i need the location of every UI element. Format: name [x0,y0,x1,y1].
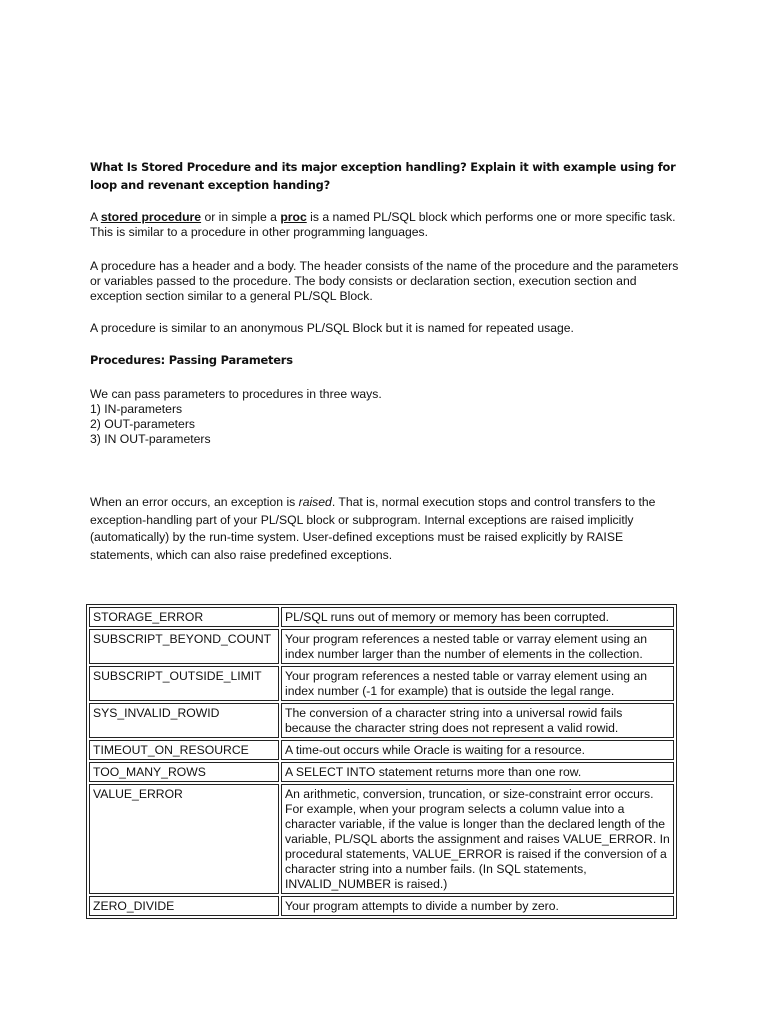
exception-prefix: When an error occurs, an exception is [90,495,299,509]
table-row [89,607,674,627]
intro-suffix: is a named PL/SQL block which performs one or more specific task. This is similar to a procedure in other programming languages. [90,210,676,239]
intro-prefix: A [90,210,101,224]
exception-description: Your program attempts to divide a number by zero. [281,896,674,916]
exception-name: SUBSCRIPT_BEYOND_COUNT [89,629,279,664]
exception-name: VALUE_ERROR [89,784,279,894]
exception-name: TIMEOUT_ON_RESOURCE [89,740,279,760]
raised-emphasis: raised [298,495,332,509]
stored-procedure-term: stored procedure [100,210,202,224]
exception-paragraph [90,494,680,564]
table-row [89,762,674,782]
exception-name: STORAGE_ERROR [89,607,279,627]
anonymous-block-paragraph: A procedure is similar to an anonymous PL/SQL Block but it is named for repeated usage. [90,321,574,335]
exception-description: PL/SQL runs out of memory or memory has been corrupted. [281,607,674,627]
table-row [89,896,674,916]
intro-middle: or in simple a [201,210,281,224]
parameters-intro: We can pass parameters to procedures in three ways. [90,387,382,401]
exception-name: ZERO_DIVIDE [89,896,279,916]
table-row [89,703,674,738]
exception-description: A SELECT INTO statement returns more than one row. [281,762,674,782]
exception-description: Your program references a nested table or varray element using an index number (-1 for example) that is outside the legal range. [281,666,674,701]
exceptions-table [86,604,677,919]
question-heading: What Is Stored Procedure and its major exception handling? Explain it with example using for loop and revenant exception handing? [90,160,676,192]
table-row [89,784,674,894]
exception-description: The conversion of a character string into a universal rowid fails because the character string does not represent a valid rowid. [281,703,674,738]
exception-name: SUBSCRIPT_OUTSIDE_LIMIT [89,666,279,701]
exception-name: TOO_MANY_ROWS [89,762,279,782]
table-row [89,629,674,664]
exception-description: A time-out occurs while Oracle is waiting for a resource. [281,740,674,760]
exception-description: An arithmetic, conversion, truncation, or size-constraint error occurs. For example, when your program selects a column value into a character variable, if the value is longer than the declared length of the variable, PL/SQL aborts the assignment and raises VALUE_ERROR. In procedural statements, VALUE_ERROR is raised if the conversion of a character string into a number fails. (In SQL statements, INVALID_NUMBER is raised.) [281,784,674,894]
exception-name: SYS_INVALID_ROWID [89,703,279,738]
table-row [89,666,674,701]
exception-description: Your program references a nested table or varray element using an index number larger than the number of elements in the collection. [281,629,674,664]
list-item: 1) IN-parameters [90,402,183,416]
list-item: 2) OUT-parameters [90,417,195,431]
passing-parameters-subheading: Procedures: Passing Parameters [90,353,293,367]
proc-term: proc [280,210,307,224]
table-row [89,740,674,760]
exception-suffix: . That is, normal execution stops and control transfers to the exception-handling part of your PL/SQL block or subprogram. Internal exceptions are raised implicitly (automatically) by the run-time system. User-defined exceptions must be raised explicitly by RAISE statements, which can also raise predefined exceptions. [90,495,656,562]
list-item: 3) IN OUT-parameters [90,432,211,446]
header-body-paragraph: A procedure has a header and a body. The header consists of the name of the procedure and the parameters or variables passed to the procedure. The body consists or declaration section, execution section and exception section similar to a general PL/SQL Block. [90,259,679,303]
intro-paragraph [90,210,680,240]
parameters-list [90,387,680,447]
